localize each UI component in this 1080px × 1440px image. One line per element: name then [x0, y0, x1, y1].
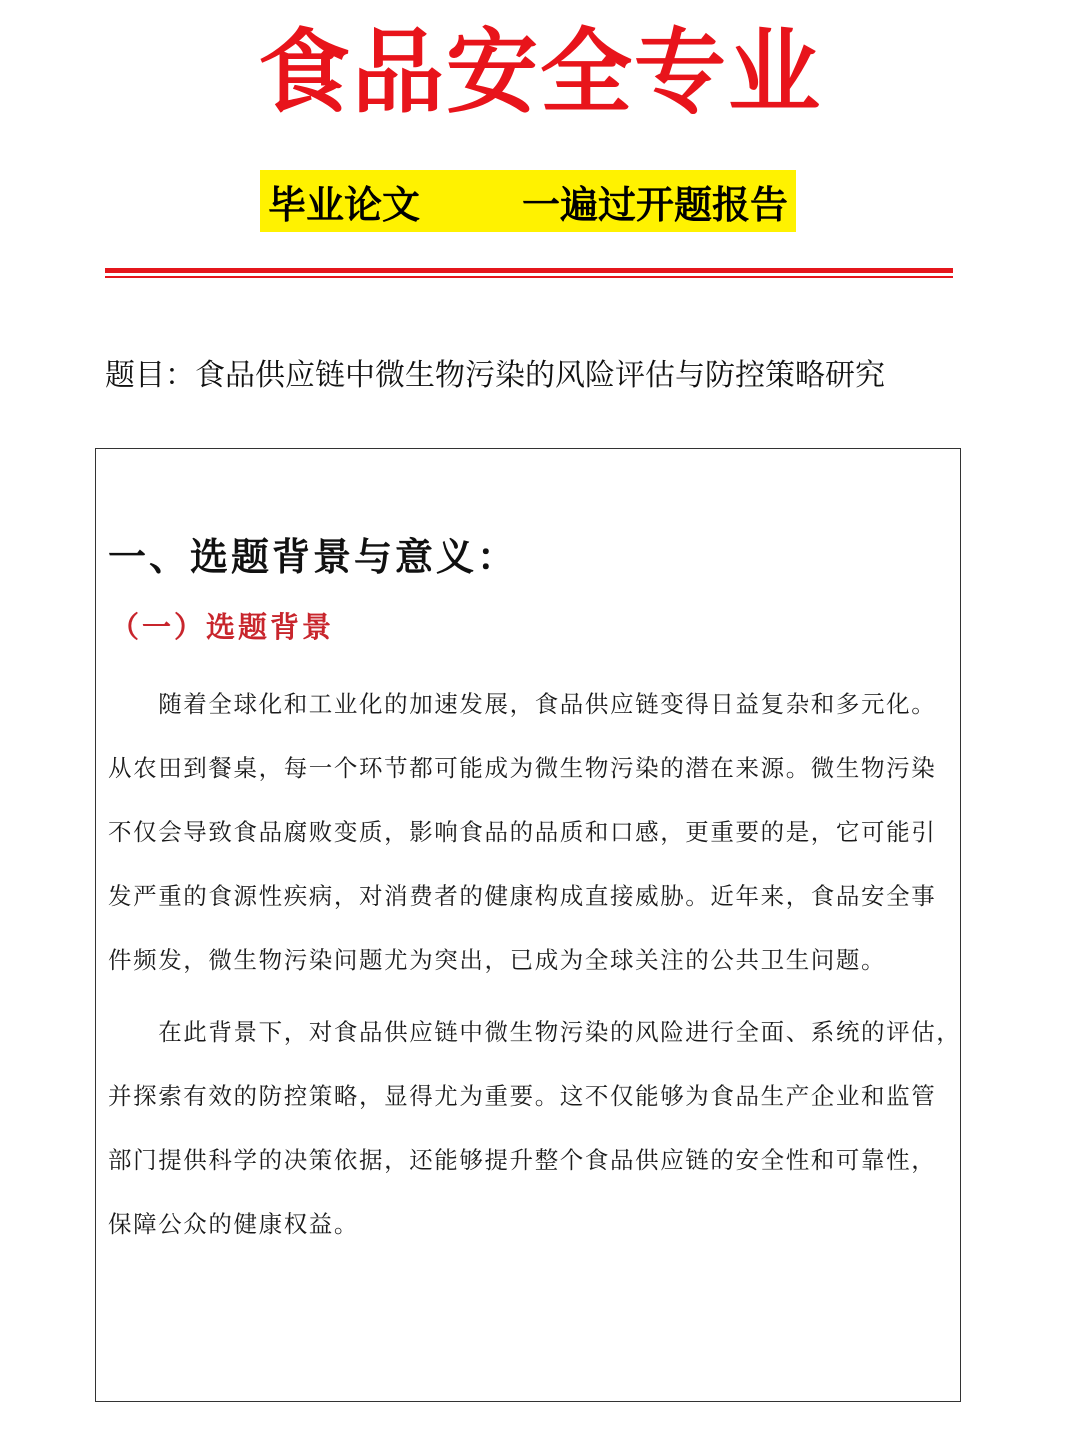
banner-label-thesis: 毕业论文 [268, 182, 421, 227]
section-heading: 一、选题背景与意义： [108, 534, 519, 579]
background-paragraph-1 [108, 672, 956, 992]
thesis-topic: 题目：食品供应链中微生物污染的风险评估与防控策略研究 [105, 358, 885, 393]
background-paragraph-2 [108, 1000, 962, 1256]
paragraph-line: 保障公众的健康权益。 [108, 1210, 359, 1238]
header-divider [105, 268, 953, 278]
divider-thin-line [105, 276, 953, 278]
paragraph-line: 不仅会导致食品腐败变质，影响食品的品质和口感，更重要的是，它可能引 [108, 818, 937, 846]
banner-label-proposal: 一遍过开题报告 [521, 182, 788, 227]
paragraph-line: 从农田到餐桌，每一个环节都可能成为微生物污染的潜在来源。微生物污染 [108, 754, 937, 782]
paragraph-line: 件频发，微生物污染问题尤为突出，已成为全球关注的公共卫生问题。 [108, 946, 887, 974]
paragraph-line: 部门提供科学的决策依据，还能够提升整个食品供应链的安全性和可靠性， [108, 1146, 937, 1174]
paragraph-line: 在此背景下，对食品供应链中微生物污染的风险进行全面、系统的评估， [108, 1018, 962, 1046]
paragraph-line: 并探索有效的防控策略，显得尤为重要。这不仅能够为食品生产企业和监管 [108, 1082, 937, 1110]
subsection-heading: （一）选题背景 [110, 610, 335, 644]
paragraph-line: 随着全球化和工业化的加速发展，食品供应链变得日益复杂和多元化。 [108, 690, 937, 718]
content-box [95, 448, 961, 1402]
paragraph-line: 发严重的食源性疾病，对消费者的健康构成直接威胁。近年来，食品安全事 [108, 882, 937, 910]
title-banner [260, 170, 796, 232]
page-title: 食品安全专业 [257, 19, 822, 126]
